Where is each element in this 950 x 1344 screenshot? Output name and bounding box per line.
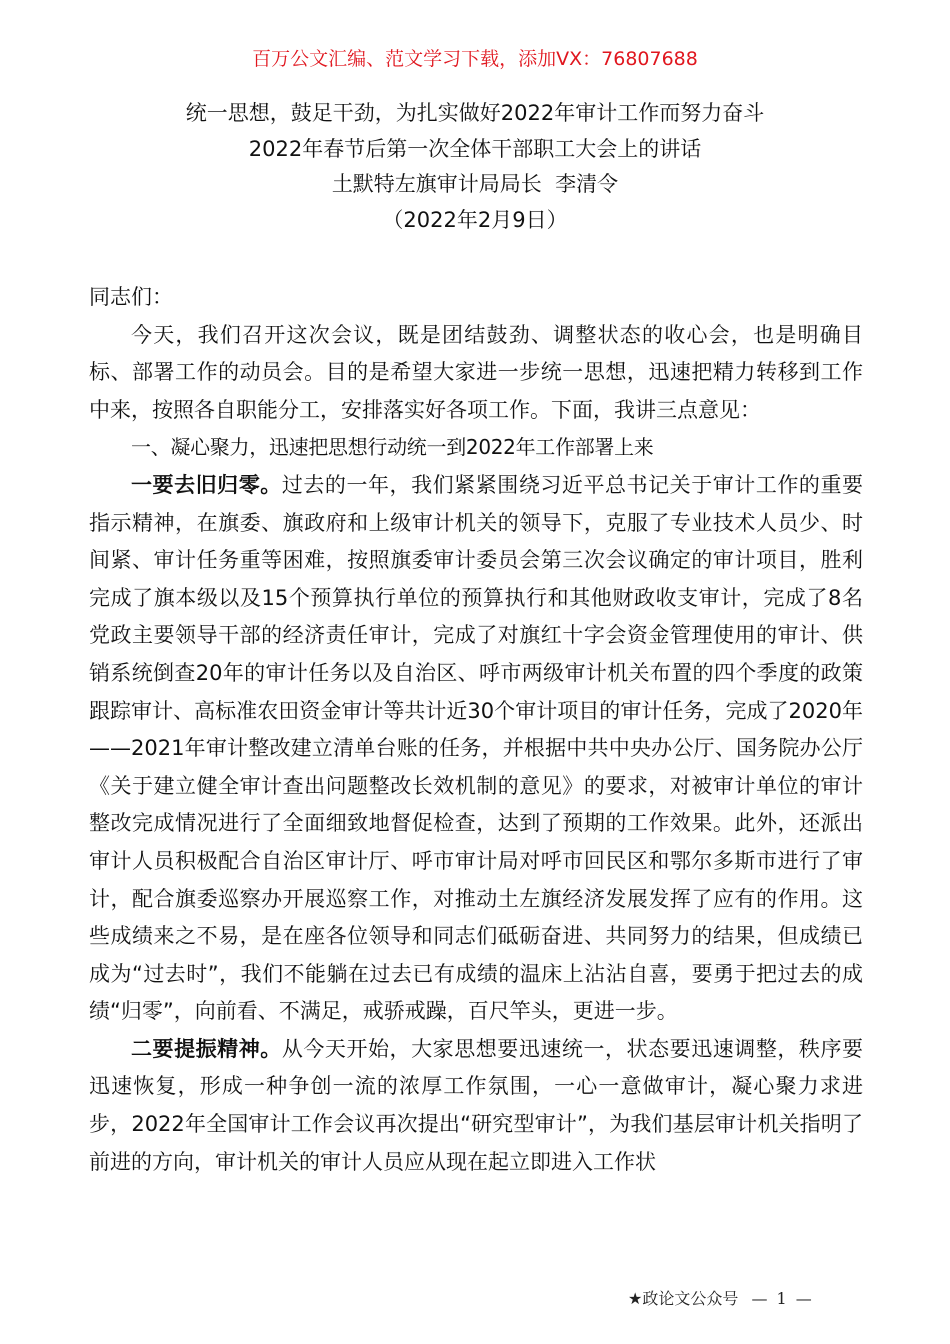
- page-footer: [628, 1286, 814, 1309]
- paragraph-1-lead: 一要去旧归零。: [131, 472, 282, 497]
- page-number: — 1 —: [751, 1289, 814, 1308]
- paragraph-2-lead: 二要提振精神。: [131, 1036, 282, 1061]
- section-heading-1: 一、凝心聚力，迅速把思想行动统一到2022年工作部署上来: [131, 435, 654, 460]
- document-date: （2022年2月9日）: [382, 207, 568, 232]
- document-header: [0, 96, 950, 238]
- salutation: 同志们：: [89, 285, 173, 309]
- paragraph-2-text: 从今天开始，大家思想要迅速统一，状态要迅速调整，秩序要迅速恢复，形成一种争创一流的浓厚工作氛围，一心一意做审计，凝心聚力求进步，2022年全国审计工作会议再次提出“研究型审计”，为我们基层审计机关指明了前进的方向，审计机关的审计人员应从现在起立即进入工作状: [89, 1036, 864, 1174]
- paragraph-1-text: 过去的一年，我们紧紧围绕习近平总书记关于审计工作的重要指示精神，在旗委、旗政府和上级审计机关的领导下，克服了专业技术人员少、时间紧、审计任务重等困难，按照旗委审计委员会第三次会议确定的审计项目，胜利完成了旗本级以及15个预算执行单位的预算执行和其他财政收支审计，完成了8名党政主要领导干部的经济责任审计，完成了对旗红十字会资金管理使用的审计、供销系统倒查20年的审计任务以及自治区、呼市两级审计机关布置的四个季度的政策跟踪审计、高标准农田资金审计等共计近30个审计项目的审计任务，完成了2020年——2021年审计整改建立清单台账的任务，并根据中共中央办公厅、国务院办公厅《关于建立健全审计查出问题整改长效机制的意见》的要求，对被审计单位的审计整改完成情况进行了全面细致地督促检查，达到了预期的工作效果。此外，还派出审计人员积极配合自治区审计厅、呼市审计局对呼市回民区和鄂尔多斯市进行了审计，配合旗委巡察办开展巡察工作，对推动土左旗经济发展发挥了应有的作用。这些成绩来之不易，是在座各位领导和同志们砥砺奋进、共同努力的结果，但成绩已成为“过去时”，我们不能躺在过去已有成绩的温床上沾沾自喜，要勇于把过去的成绩“归零”，向前看、不满足，戒骄戒躁，百尺竿头，更进一步。: [89, 472, 864, 1024]
- document-subtitle: 2022年春节后第一次全体干部职工大会上的讲话: [248, 136, 702, 161]
- document-author: 土默特左旗审计局局长 李清令: [331, 172, 619, 196]
- promo-banner: 百万公文汇编、范文学习下载，添加VX：76807688: [252, 48, 698, 70]
- paragraph-1: [89, 467, 863, 1031]
- intro-paragraph: 今天，我们召开这次会议，既是团结鼓劲、调整状态的收心会，也是明确目标、部署工作的动员会。目的是希望大家进一步统一思想，迅速把精力转移到工作中来，按照各自职能分工，安排落实好各项工作。下面，我讲三点意见：: [89, 322, 863, 422]
- document-title: 统一思想，鼓足干劲，为扎实做好2022年审计工作而努力奋斗: [185, 101, 765, 125]
- footer-source: ★政论文公众号: [628, 1289, 739, 1308]
- document-body: [89, 279, 863, 1181]
- paragraph-2: [89, 1031, 863, 1181]
